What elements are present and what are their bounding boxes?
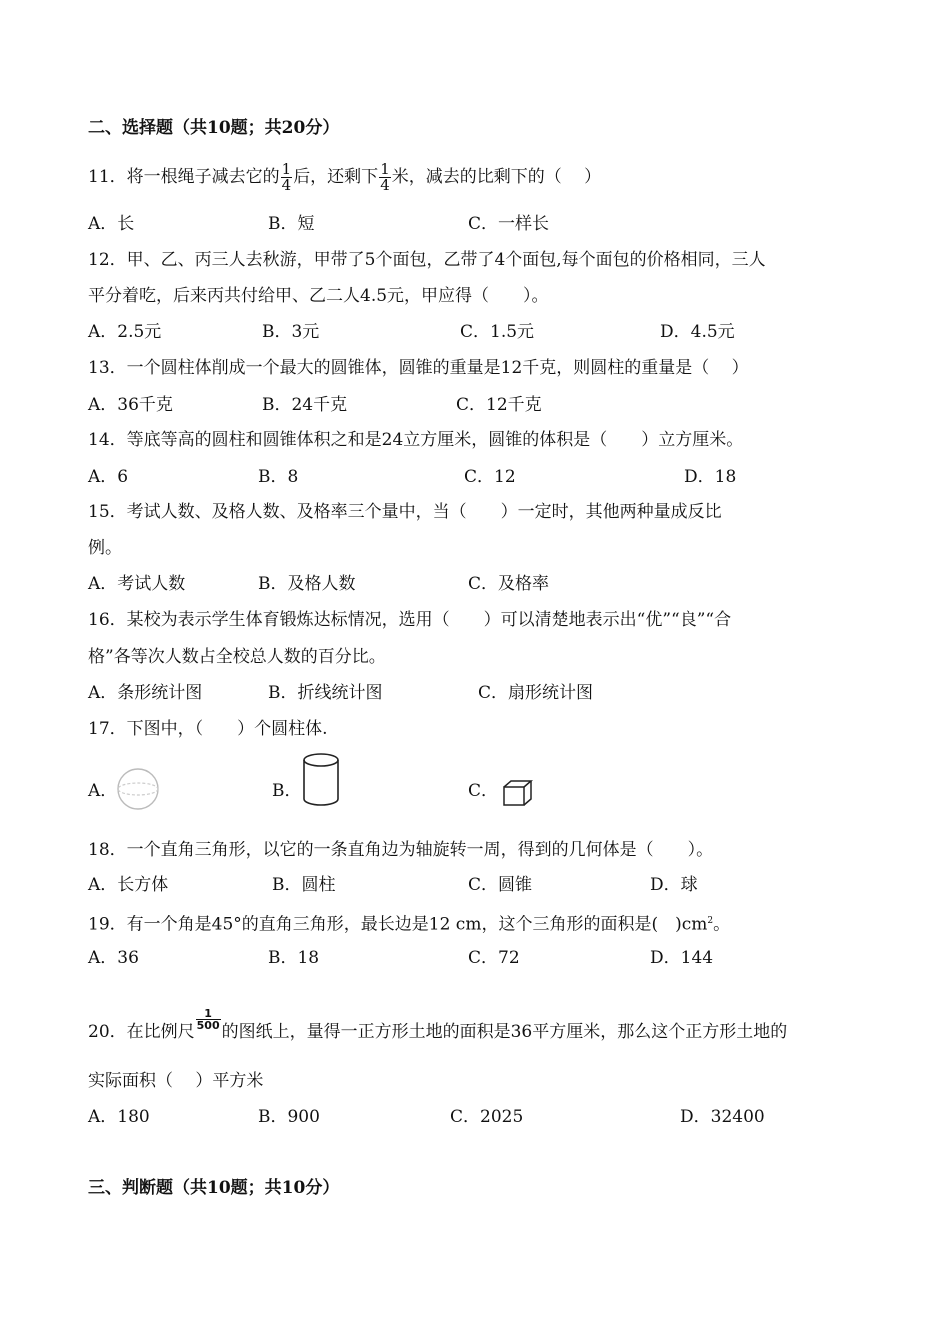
q18-option-a[interactable]: A．长方体 xyxy=(88,875,169,895)
q17-option-a[interactable]: A． xyxy=(88,781,118,801)
cube-icon xyxy=(500,778,538,808)
q12-option-a[interactable]: A．2.5元 xyxy=(88,322,162,342)
q15-option-b[interactable]: B．及格人数 xyxy=(258,574,356,594)
q14-option-a[interactable]: A．6 xyxy=(88,467,129,487)
q13-option-a[interactable]: A．36千克 xyxy=(88,395,173,415)
q18-option-c[interactable]: C．圆锥 xyxy=(468,875,533,895)
q11-text-post: 米，减去的比剩下的（ ） xyxy=(391,167,602,187)
q14-option-d[interactable]: D．18 xyxy=(684,467,737,487)
q19-option-b[interactable]: B．18 xyxy=(268,948,320,968)
q20-option-b[interactable]: B．900 xyxy=(258,1107,320,1127)
q11-text-pre: 11．将一根绳子减去它的 xyxy=(88,167,280,187)
q19-text-post: 。 xyxy=(713,914,731,935)
q14-text: 14．等底等高的圆柱和圆锥体积之和是24立方厘米，圆锥的体积是（ ）立方厘米。 xyxy=(88,430,744,450)
q11-option-b[interactable]: B．短 xyxy=(268,214,315,234)
q18-text: 18．一个直角三角形，以它的一条直角边为轴旋转一周，得到的几何体是（ ）。 xyxy=(88,840,714,860)
q11-fraction-2 xyxy=(379,162,391,193)
q20-scale-fraction xyxy=(196,1008,221,1031)
q11-text-mid: 后，还剩下 xyxy=(293,167,379,187)
q16-line-2: 格”各等次人数占全校总人数的百分比。 xyxy=(88,647,386,667)
q14-option-c[interactable]: C．12 xyxy=(464,467,516,487)
q13-option-c[interactable]: C．12千克 xyxy=(456,395,542,415)
q19-superscript: 2 xyxy=(707,916,714,926)
q12-option-d[interactable]: D．4.5元 xyxy=(660,322,735,342)
section-3-title: 三、判断题（共10题；共10分） xyxy=(88,1178,340,1198)
q11-frac1-num: 1 xyxy=(281,160,292,178)
q11-frac2-den: 4 xyxy=(380,176,390,194)
q13-option-b[interactable]: B．24千克 xyxy=(262,395,348,415)
question-19 xyxy=(88,909,730,937)
q11-frac1-den: 4 xyxy=(281,176,292,194)
q15-line-2: 例。 xyxy=(88,538,122,558)
question-11 xyxy=(88,162,601,193)
q20-option-a[interactable]: A．180 xyxy=(88,1107,150,1127)
q16-option-a[interactable]: A．条形统计图 xyxy=(88,683,203,703)
cylinder-icon xyxy=(298,752,344,808)
q17-option-c[interactable]: C． xyxy=(468,781,499,801)
q13-text: 13．一个圆柱体削成一个最大的圆锥体，圆锥的重量是12千克，则圆柱的重量是（ ） xyxy=(88,358,749,378)
q16-option-b[interactable]: B．折线统计图 xyxy=(268,683,383,703)
q15-option-c[interactable]: C．及格率 xyxy=(468,574,550,594)
q11-option-c[interactable]: C．一样长 xyxy=(468,214,550,234)
section-2-title: 二、选择题（共10题；共20分） xyxy=(88,118,340,138)
q18-option-d[interactable]: D．球 xyxy=(650,875,698,895)
q16-option-c[interactable]: C．扇形统计图 xyxy=(478,683,594,703)
q19-option-a[interactable]: A．36 xyxy=(88,948,139,968)
q20-line-2: 实际面积（ ）平方米 xyxy=(88,1071,264,1091)
q19-option-c[interactable]: C．72 xyxy=(468,948,520,968)
q19-option-d[interactable]: D．144 xyxy=(650,948,714,968)
q20-text-pre: 20．在比例尺 xyxy=(88,1022,195,1042)
q17-text: 17．下图中，（ ）个圆柱体. xyxy=(88,719,328,739)
q16-line-1: 16．某校为表示学生体育锻炼达标情况，选用（ ）可以清楚地表示出“优”“良”“合 xyxy=(88,610,732,630)
q15-option-a[interactable]: A．考试人数 xyxy=(88,574,186,594)
q11-frac2-num: 1 xyxy=(380,160,390,178)
q12-option-c[interactable]: C．1.5元 xyxy=(460,322,535,342)
q17-option-b[interactable]: B． xyxy=(272,781,302,801)
q12-line-1: 12．甲、乙、丙三人去秋游，甲带了5个面包，乙带了4个面包,每个面包的价格相同，三人 xyxy=(88,250,766,270)
q11-option-a[interactable]: A．长 xyxy=(88,214,135,234)
q18-option-b[interactable]: B．圆柱 xyxy=(272,875,336,895)
q15-line-1: 15．考试人数、及格人数、及格率三个量中，当（ ）一定时，其他两种量成反比 xyxy=(88,502,722,522)
q12-option-b[interactable]: B．3元 xyxy=(262,322,320,342)
q11-fraction-1 xyxy=(281,162,293,193)
q14-option-b[interactable]: B．8 xyxy=(258,467,299,487)
q20-frac-num: 1 xyxy=(204,1007,212,1020)
q19-text-pre: 19．有一个角是45°的直角三角形，最长边是12 cm，这个三角形的面积是( )cm xyxy=(88,914,708,935)
q20-option-c[interactable]: C．2025 xyxy=(450,1107,524,1127)
q20-frac-den: 500 xyxy=(196,1019,220,1032)
q20-text-post: 的图纸上，量得一正方形土地的面积是36平方厘米，那么这个正方形土地的 xyxy=(221,1022,788,1042)
q20-option-d[interactable]: D．32400 xyxy=(680,1107,765,1127)
q12-line-2: 平分着吃，后来丙共付给甲、乙二人4.5元，甲应得（ ）。 xyxy=(88,286,549,306)
sphere-icon xyxy=(114,766,162,812)
question-20 xyxy=(88,1008,787,1044)
